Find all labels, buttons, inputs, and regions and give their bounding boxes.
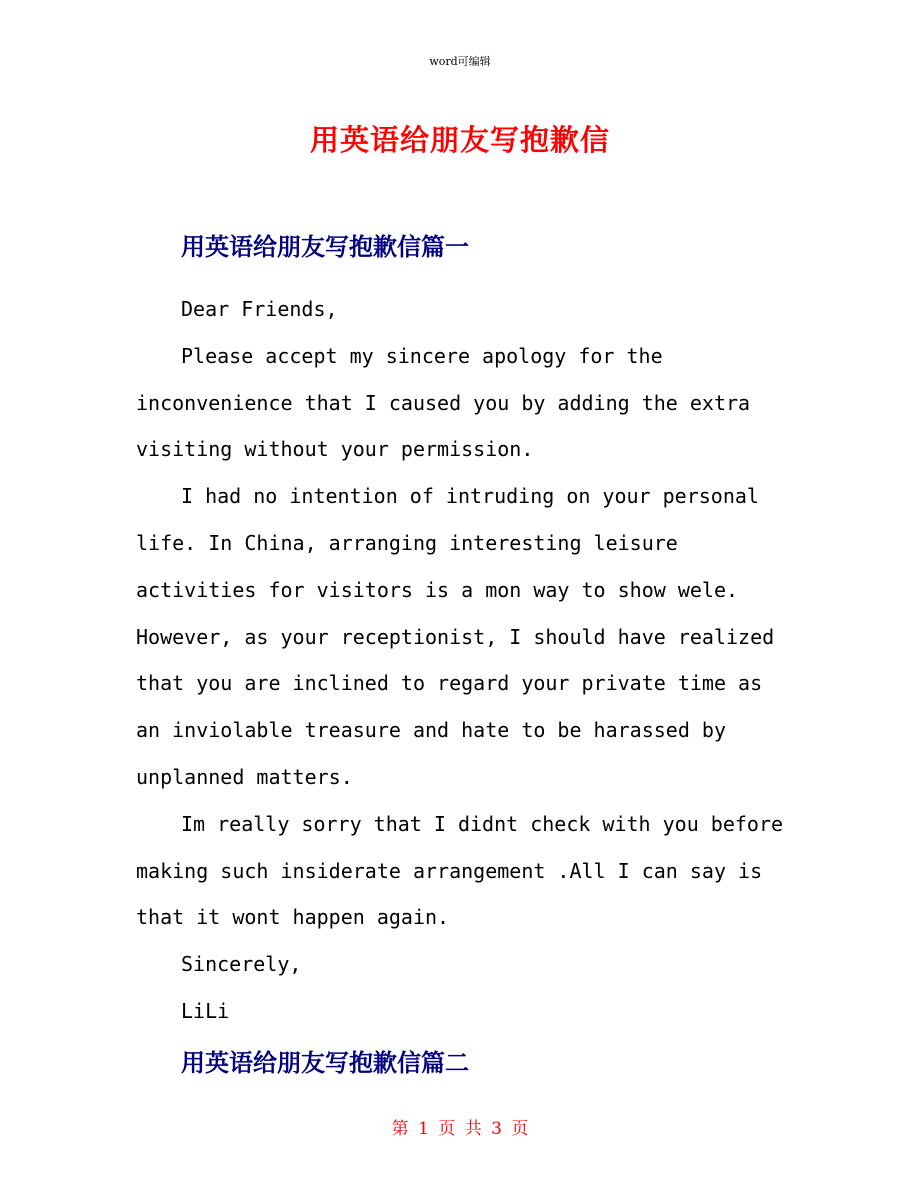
paragraph-line: inconvenience that I caused you by adding the extra xyxy=(136,390,751,415)
paragraph-line: that you are inclined to regard your private time as xyxy=(136,671,763,696)
paragraph-line: activities for visitors is a mon way to show wele. xyxy=(136,577,739,602)
document-title: 用英语给朋友写抱歉信 xyxy=(309,123,610,157)
section-heading-2: 用英语给朋友写抱歉信篇二 xyxy=(181,1049,469,1077)
letter-body xyxy=(136,286,796,1035)
salutation: Dear Friends, xyxy=(181,297,338,321)
paragraph-line: I had no intention of intruding on your personal xyxy=(181,484,759,509)
paragraph-line: Im really sorry that I didnt check with you before xyxy=(181,811,784,836)
header-note: word可编辑 xyxy=(429,55,491,68)
paragraph-line: visiting without your permission. xyxy=(136,437,534,462)
signature-name: LiLi xyxy=(181,998,230,1023)
paragraph-line: making such insiderate arrangement .All I can say is xyxy=(136,858,763,883)
section-heading-1: 用英语给朋友写抱歉信篇一 xyxy=(181,233,469,261)
paragraph-line: that it wont happen again. xyxy=(136,905,450,930)
closing: Sincerely, xyxy=(181,952,302,977)
paragraph-line: life. In China, arranging interesting leisure xyxy=(136,530,678,555)
paragraph-line: an inviolable treasure and hate to be harassed by xyxy=(136,718,727,743)
paragraph-line: However, as your receptionist, I should have realized xyxy=(136,624,775,649)
paragraph-line: unplanned matters. xyxy=(136,764,353,789)
paragraph-line: Please accept my sincere apology for the xyxy=(181,343,663,368)
page-number-footer: 第 1 页 共 3 页 xyxy=(391,1119,529,1139)
